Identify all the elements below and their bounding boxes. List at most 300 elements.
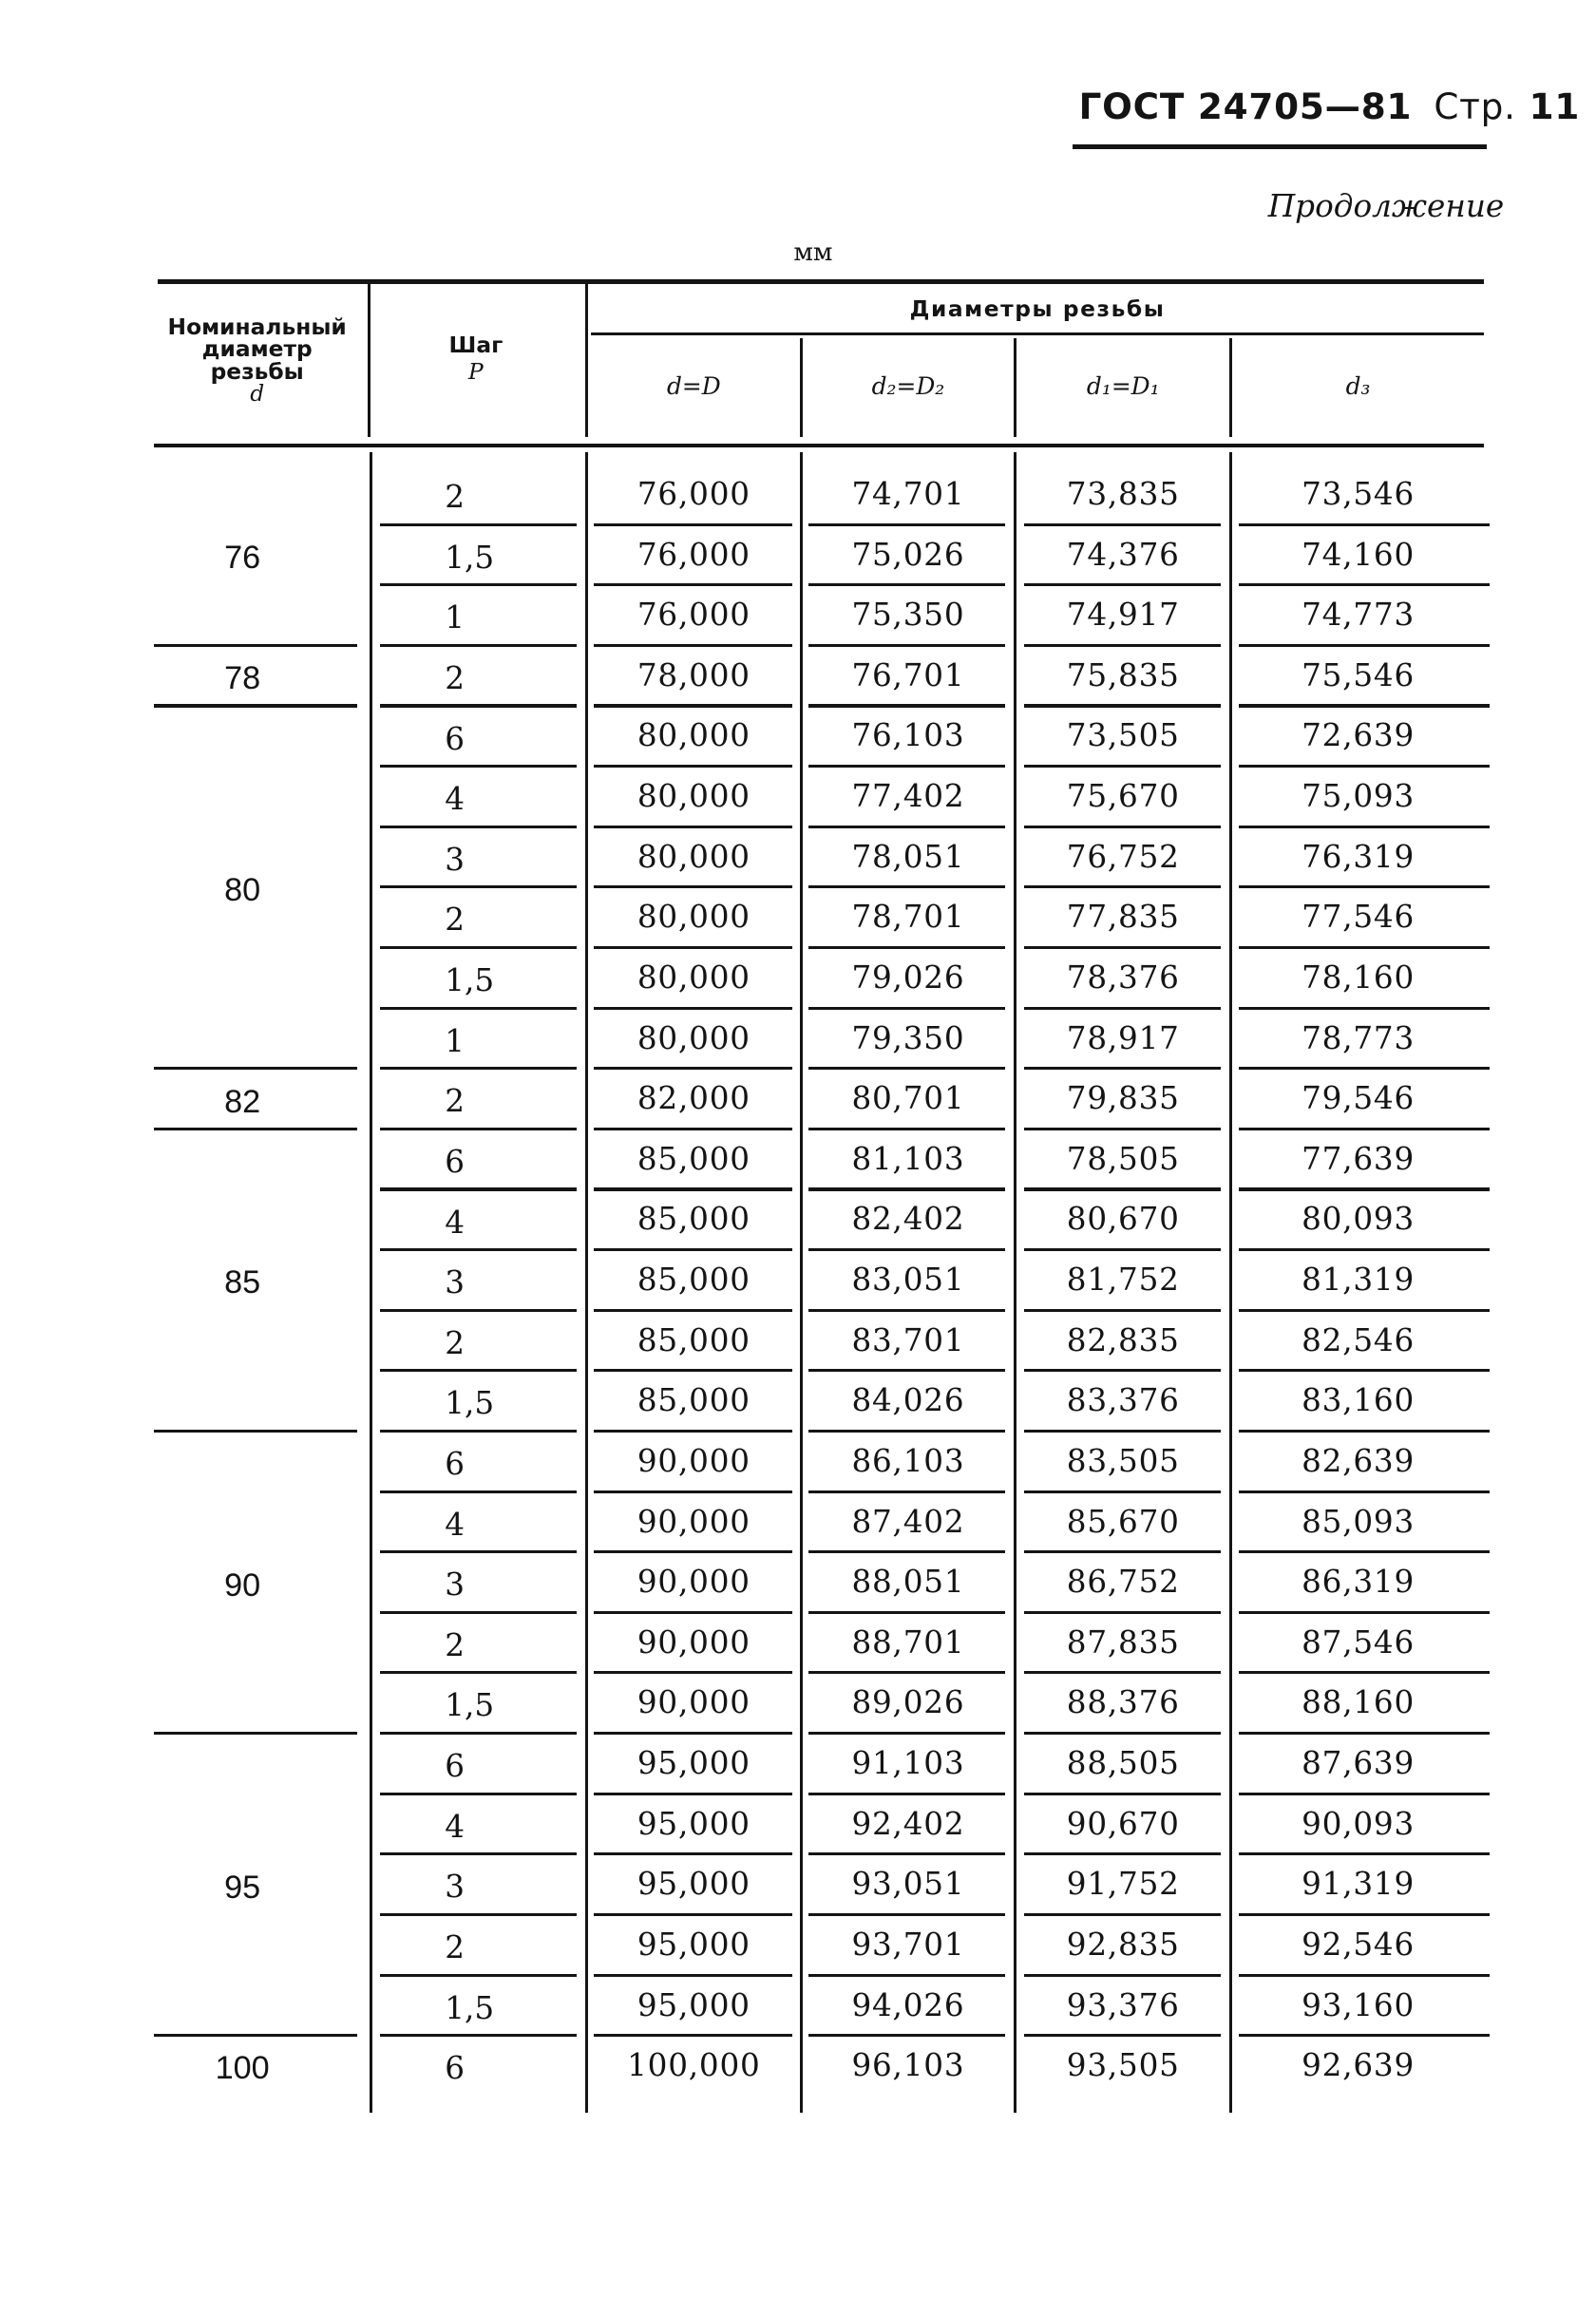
d1-value: 75,835 bbox=[1066, 656, 1180, 693]
row-separator bbox=[808, 1913, 1005, 1916]
row-separator bbox=[1239, 2034, 1490, 2037]
row-separator bbox=[1239, 1913, 1490, 1916]
d-value: 85,000 bbox=[636, 1201, 750, 1238]
d2-value: 79,026 bbox=[851, 959, 965, 996]
row-separator bbox=[380, 704, 577, 707]
row-separator bbox=[1239, 885, 1490, 888]
d-value: 80,000 bbox=[636, 1019, 750, 1056]
d3-value: 74,773 bbox=[1302, 597, 1416, 634]
d2-value: 91,103 bbox=[851, 1745, 965, 1781]
row-separator bbox=[380, 1007, 577, 1010]
d2-value: 96,103 bbox=[851, 2047, 965, 2084]
pitch-value: 3 bbox=[445, 1869, 466, 1906]
pitch-value: 3 bbox=[445, 1264, 466, 1301]
nominal-diameter-value: 78 bbox=[224, 660, 261, 697]
d2-value: 82,402 bbox=[851, 1201, 965, 1238]
row-separator bbox=[1239, 1067, 1490, 1070]
page-number: 11 bbox=[1529, 85, 1581, 128]
d3-value: 76,319 bbox=[1302, 838, 1416, 875]
d-value: 80,000 bbox=[636, 838, 750, 875]
d1-value: 91,752 bbox=[1066, 1866, 1180, 1903]
d1-value: 93,376 bbox=[1066, 1986, 1180, 2023]
row-separator bbox=[594, 1671, 791, 1674]
row-separator bbox=[380, 523, 577, 526]
pitch-value: 4 bbox=[445, 1204, 466, 1241]
header-bottom-rule bbox=[154, 444, 1484, 448]
d2-value: 86,103 bbox=[851, 1442, 965, 1479]
row-separator bbox=[594, 704, 791, 707]
header-divider-1 bbox=[368, 284, 370, 438]
nominal-diameter-value: 85 bbox=[224, 1264, 261, 1301]
row-separator bbox=[380, 1309, 577, 1312]
row-separator bbox=[594, 523, 791, 526]
row-separator bbox=[594, 1067, 791, 1070]
pitch-value: 2 bbox=[445, 1324, 466, 1361]
d2-value: 84,026 bbox=[851, 1382, 965, 1419]
row-separator bbox=[808, 1732, 1005, 1735]
row-separator bbox=[808, 644, 1005, 647]
pitch-header: Шаг P bbox=[448, 331, 504, 385]
d3-value: 75,093 bbox=[1302, 778, 1416, 815]
d1-value: 75,670 bbox=[1066, 778, 1180, 815]
page-label: Стр. bbox=[1434, 85, 1516, 128]
row-separator bbox=[808, 1248, 1005, 1251]
row-separator bbox=[594, 1128, 791, 1130]
d1-value: 78,917 bbox=[1066, 1019, 1180, 1056]
row-separator bbox=[1239, 1490, 1490, 1493]
pitch-value: 6 bbox=[445, 1748, 466, 1785]
d2-value: 88,051 bbox=[851, 1564, 965, 1601]
row-separator bbox=[380, 1913, 577, 1916]
d2-value: 81,103 bbox=[851, 1140, 965, 1177]
d-value: 90,000 bbox=[636, 1442, 750, 1479]
pitch-value: 2 bbox=[445, 659, 466, 696]
row-separator bbox=[1239, 1187, 1490, 1190]
header-divider-2 bbox=[585, 284, 588, 438]
row-separator bbox=[808, 1490, 1005, 1493]
d-value: 78,000 bbox=[636, 656, 750, 693]
row-separator bbox=[808, 1611, 1005, 1614]
row-separator bbox=[1239, 1611, 1490, 1614]
d3-value: 75,546 bbox=[1302, 656, 1416, 693]
row-separator bbox=[380, 826, 577, 828]
row-separator bbox=[1024, 1974, 1221, 1977]
row-separator bbox=[1024, 704, 1221, 707]
d-value: 82,000 bbox=[636, 1080, 750, 1117]
row-separator bbox=[594, 765, 791, 768]
row-separator bbox=[1239, 1128, 1490, 1130]
d1-value: 81,752 bbox=[1066, 1262, 1180, 1299]
d-value: 85,000 bbox=[636, 1382, 750, 1419]
d-value: 76,000 bbox=[636, 536, 750, 573]
d-value: 76,000 bbox=[636, 475, 750, 512]
row-separator bbox=[594, 1611, 791, 1614]
d2-value: 76,103 bbox=[851, 717, 965, 754]
row-separator bbox=[380, 583, 577, 586]
row-separator bbox=[1239, 1007, 1490, 1010]
d3-value: 77,546 bbox=[1302, 899, 1416, 936]
d2-value: 83,051 bbox=[851, 1262, 965, 1299]
row-separator bbox=[1024, 644, 1221, 647]
pitch-value: 4 bbox=[445, 781, 466, 818]
row-separator bbox=[1024, 1611, 1221, 1614]
row-separator bbox=[1024, 1128, 1221, 1130]
row-separator bbox=[1239, 946, 1490, 949]
d3-value: 83,160 bbox=[1302, 1382, 1416, 1419]
d-value: 85,000 bbox=[636, 1140, 750, 1177]
row-separator bbox=[594, 826, 791, 828]
d3-value: 79,546 bbox=[1302, 1080, 1416, 1117]
nominal-diameter-header: Номинальный диаметр резьбы d bbox=[167, 313, 347, 407]
row-separator bbox=[1239, 1671, 1490, 1674]
d2-value: 79,350 bbox=[851, 1019, 965, 1056]
d3-value: 80,093 bbox=[1302, 1201, 1416, 1238]
pitch-value: 3 bbox=[445, 1566, 466, 1604]
pitch-value: 3 bbox=[445, 841, 466, 878]
row-separator bbox=[380, 644, 577, 647]
d1-column-header: d₁=D₁ bbox=[1086, 372, 1160, 400]
row-separator bbox=[1239, 644, 1490, 647]
d1-value: 93,505 bbox=[1066, 2047, 1180, 2084]
row-separator bbox=[1239, 1732, 1490, 1735]
group-separator bbox=[154, 1732, 358, 1735]
d2-value: 74,701 bbox=[851, 475, 965, 512]
row-separator bbox=[1024, 1430, 1221, 1433]
d3-value: 73,546 bbox=[1302, 475, 1416, 512]
row-separator bbox=[1239, 523, 1490, 526]
d2-value: 92,402 bbox=[851, 1805, 965, 1842]
row-separator bbox=[1024, 2034, 1221, 2037]
row-separator bbox=[380, 1852, 577, 1855]
pitch-value: 4 bbox=[445, 1808, 466, 1845]
row-separator bbox=[1024, 1067, 1221, 1070]
d3-value: 92,546 bbox=[1302, 1926, 1416, 1963]
row-separator bbox=[1024, 1007, 1221, 1010]
d3-value: 88,160 bbox=[1302, 1684, 1416, 1721]
d3-value: 87,639 bbox=[1302, 1745, 1416, 1781]
row-separator bbox=[808, 1128, 1005, 1130]
row-separator bbox=[808, 1067, 1005, 1070]
row-separator bbox=[808, 583, 1005, 586]
pitch-value: 2 bbox=[445, 902, 466, 939]
row-separator bbox=[808, 1369, 1005, 1372]
row-separator bbox=[1239, 1430, 1490, 1433]
pitch-value: 6 bbox=[445, 1143, 466, 1180]
row-separator bbox=[594, 1732, 791, 1735]
row-separator bbox=[1024, 1793, 1221, 1795]
d-value: 95,000 bbox=[636, 1745, 750, 1781]
d2-value: 83,701 bbox=[851, 1321, 965, 1358]
row-separator bbox=[594, 644, 791, 647]
d2-value: 88,701 bbox=[851, 1623, 965, 1661]
row-separator bbox=[380, 765, 577, 768]
row-separator bbox=[1239, 1793, 1490, 1795]
row-separator bbox=[1239, 1369, 1490, 1372]
d2-value: 94,026 bbox=[851, 1986, 965, 2023]
row-separator bbox=[594, 946, 791, 949]
row-separator bbox=[380, 1550, 577, 1553]
d2-value: 75,026 bbox=[851, 536, 965, 573]
pitch-value: 1,5 bbox=[445, 1385, 495, 1422]
d3-value: 77,639 bbox=[1302, 1140, 1416, 1177]
pitch-value: 4 bbox=[445, 1506, 466, 1543]
d2-value: 77,402 bbox=[851, 778, 965, 815]
d-value: 80,000 bbox=[636, 778, 750, 815]
row-separator bbox=[380, 1067, 577, 1070]
d3-column-header: d₃ bbox=[1345, 372, 1371, 400]
d1-value: 73,505 bbox=[1066, 717, 1180, 754]
nominal-diameter-value: 82 bbox=[224, 1083, 261, 1120]
row-separator bbox=[380, 1187, 577, 1190]
pitch-value: 2 bbox=[445, 1083, 466, 1120]
row-separator bbox=[380, 1671, 577, 1674]
row-separator bbox=[808, 1852, 1005, 1855]
pitch-value: 1,5 bbox=[445, 539, 495, 576]
d-value: 80,000 bbox=[636, 899, 750, 936]
d1-value: 77,835 bbox=[1066, 899, 1180, 936]
d1-value: 86,752 bbox=[1066, 1564, 1180, 1601]
d1-value: 83,505 bbox=[1066, 1442, 1180, 1479]
row-separator bbox=[808, 1430, 1005, 1433]
d3-value: 82,639 bbox=[1302, 1442, 1416, 1479]
d3-value: 82,546 bbox=[1302, 1321, 1416, 1358]
d1-value: 88,505 bbox=[1066, 1745, 1180, 1781]
d3-value: 74,160 bbox=[1302, 536, 1416, 573]
header-rule bbox=[1073, 144, 1487, 149]
row-separator bbox=[1024, 583, 1221, 586]
row-separator bbox=[380, 1974, 577, 1977]
d1-value: 76,752 bbox=[1066, 838, 1180, 875]
pitch-value: 2 bbox=[445, 479, 466, 515]
row-separator bbox=[594, 1974, 791, 1977]
d3-value: 81,319 bbox=[1302, 1262, 1416, 1299]
d-value: 90,000 bbox=[636, 1503, 750, 1540]
d-value: 85,000 bbox=[636, 1321, 750, 1358]
d2-value: 89,026 bbox=[851, 1684, 965, 1721]
row-separator bbox=[380, 1793, 577, 1795]
d2-value: 78,701 bbox=[851, 899, 965, 936]
row-separator bbox=[1239, 1974, 1490, 1977]
row-separator bbox=[1239, 1852, 1490, 1855]
row-separator bbox=[1024, 523, 1221, 526]
d-value: 100,000 bbox=[627, 2047, 761, 2084]
d-value: 85,000 bbox=[636, 1262, 750, 1299]
row-separator bbox=[808, 1187, 1005, 1190]
row-separator bbox=[808, 1671, 1005, 1674]
row-separator bbox=[1239, 704, 1490, 707]
row-separator bbox=[1024, 826, 1221, 828]
nominal-diameter-value: 90 bbox=[224, 1566, 261, 1604]
units-label: мм bbox=[793, 237, 833, 268]
row-separator bbox=[808, 704, 1005, 707]
row-separator bbox=[594, 1309, 791, 1312]
d2-value: 87,402 bbox=[851, 1503, 965, 1540]
pitch-value: 6 bbox=[445, 1445, 466, 1482]
row-separator bbox=[380, 2034, 577, 2037]
row-separator bbox=[594, 1490, 791, 1493]
pitch-value: 1 bbox=[445, 1022, 466, 1059]
row-separator bbox=[594, 1852, 791, 1855]
d3-value: 85,093 bbox=[1302, 1503, 1416, 1540]
d-value: 95,000 bbox=[636, 1986, 750, 2023]
d1-value: 88,376 bbox=[1066, 1684, 1180, 1721]
row-separator bbox=[380, 1128, 577, 1130]
d1-value: 87,835 bbox=[1066, 1623, 1180, 1661]
row-separator bbox=[808, 826, 1005, 828]
d1-value: 73,835 bbox=[1066, 475, 1180, 512]
pitch-value: 1,5 bbox=[445, 1989, 495, 2026]
row-separator bbox=[1024, 1671, 1221, 1674]
row-separator bbox=[594, 1550, 791, 1553]
d1-value: 74,376 bbox=[1066, 536, 1180, 573]
group-separator bbox=[154, 644, 358, 647]
row-separator bbox=[1239, 583, 1490, 586]
d-value: 76,000 bbox=[636, 597, 750, 634]
row-separator bbox=[594, 1913, 791, 1916]
d3-value: 78,773 bbox=[1302, 1019, 1416, 1056]
d3-value: 72,639 bbox=[1302, 717, 1416, 754]
d3-value: 93,160 bbox=[1302, 1986, 1416, 2023]
row-separator bbox=[1024, 1490, 1221, 1493]
d1-value: 85,670 bbox=[1066, 1503, 1180, 1540]
d3-value: 92,639 bbox=[1302, 2047, 1416, 2084]
d1-value: 74,917 bbox=[1066, 597, 1180, 634]
row-separator bbox=[1239, 1248, 1490, 1251]
d3-value: 91,319 bbox=[1302, 1866, 1416, 1903]
d1-value: 78,376 bbox=[1066, 959, 1180, 996]
row-separator bbox=[594, 885, 791, 888]
row-separator bbox=[1024, 885, 1221, 888]
row-separator bbox=[1024, 1732, 1221, 1735]
row-separator bbox=[380, 1732, 577, 1735]
d2-value: 78,051 bbox=[851, 838, 965, 875]
d3-value: 90,093 bbox=[1302, 1805, 1416, 1842]
row-separator bbox=[808, 1007, 1005, 1010]
d-value: 95,000 bbox=[636, 1926, 750, 1963]
d-value: 90,000 bbox=[636, 1564, 750, 1601]
row-separator bbox=[1239, 1550, 1490, 1553]
row-separator bbox=[594, 1793, 791, 1795]
row-separator bbox=[1024, 1187, 1221, 1190]
d-column-header: d=D bbox=[666, 372, 721, 400]
row-separator bbox=[808, 1974, 1005, 1977]
d1-value: 92,835 bbox=[1066, 1926, 1180, 1963]
d2-value: 93,051 bbox=[851, 1866, 965, 1903]
d-value: 80,000 bbox=[636, 717, 750, 754]
d2-value: 80,701 bbox=[851, 1080, 965, 1117]
continuation-label: Продолжение bbox=[1267, 187, 1505, 224]
pitch-value: 1 bbox=[445, 599, 466, 636]
row-separator bbox=[380, 1248, 577, 1251]
nominal-diameter-value: 95 bbox=[224, 1869, 261, 1906]
nominal-diameter-value: 76 bbox=[224, 539, 261, 576]
row-separator bbox=[380, 1490, 577, 1493]
row-separator bbox=[808, 946, 1005, 949]
row-separator bbox=[380, 1430, 577, 1433]
d-value: 95,000 bbox=[636, 1805, 750, 1842]
d-value: 80,000 bbox=[636, 959, 750, 996]
d-value: 90,000 bbox=[636, 1623, 750, 1661]
row-separator bbox=[1239, 1309, 1490, 1312]
d2-column-header: d₂=D₂ bbox=[871, 372, 945, 400]
row-separator bbox=[808, 1793, 1005, 1795]
row-separator bbox=[1024, 946, 1221, 949]
row-separator bbox=[1024, 765, 1221, 768]
row-separator bbox=[808, 765, 1005, 768]
d-value: 90,000 bbox=[636, 1684, 750, 1721]
diameters-group-rule bbox=[591, 332, 1484, 335]
d3-value: 87,546 bbox=[1302, 1623, 1416, 1661]
d2-value: 75,350 bbox=[851, 597, 965, 634]
pitch-value: 1,5 bbox=[445, 1687, 495, 1724]
row-separator bbox=[594, 1369, 791, 1372]
row-separator bbox=[380, 946, 577, 949]
row-separator bbox=[380, 885, 577, 888]
row-separator bbox=[808, 1309, 1005, 1312]
d3-value: 86,319 bbox=[1302, 1564, 1416, 1601]
row-separator bbox=[1024, 1550, 1221, 1553]
row-separator bbox=[808, 523, 1005, 526]
group-separator bbox=[154, 1128, 358, 1130]
row-separator bbox=[594, 1187, 791, 1190]
d3-value: 78,160 bbox=[1302, 959, 1416, 996]
group-separator bbox=[154, 1067, 358, 1070]
d1-value: 83,376 bbox=[1066, 1382, 1180, 1419]
row-separator bbox=[594, 1007, 791, 1010]
d1-value: 78,505 bbox=[1066, 1140, 1180, 1177]
group-separator bbox=[154, 2034, 358, 2037]
row-separator bbox=[808, 885, 1005, 888]
pitch-value: 1,5 bbox=[445, 962, 495, 998]
row-separator bbox=[594, 1248, 791, 1251]
group-separator bbox=[154, 1430, 358, 1433]
d2-value: 76,701 bbox=[851, 656, 965, 693]
diameters-group-header: Диаметры резьбы bbox=[909, 295, 1166, 323]
row-separator bbox=[1024, 1248, 1221, 1251]
row-separator bbox=[808, 1550, 1005, 1553]
group-separator bbox=[154, 704, 358, 707]
row-separator bbox=[594, 583, 791, 586]
standard-number: ГОСТ 24705—81 bbox=[1078, 85, 1413, 128]
body-divider-1 bbox=[370, 452, 372, 2113]
d1-value: 79,835 bbox=[1066, 1080, 1180, 1117]
pitch-value: 2 bbox=[445, 1928, 466, 1965]
pitch-value: 6 bbox=[445, 2050, 466, 2087]
nominal-diameter-value: 80 bbox=[224, 871, 261, 908]
row-separator bbox=[1024, 1309, 1221, 1312]
pitch-value: 6 bbox=[445, 720, 466, 757]
row-separator bbox=[380, 1611, 577, 1614]
row-separator bbox=[594, 1430, 791, 1433]
d1-value: 90,670 bbox=[1066, 1805, 1180, 1842]
row-separator bbox=[1024, 1913, 1221, 1916]
row-separator bbox=[380, 1369, 577, 1372]
d1-value: 80,670 bbox=[1066, 1201, 1180, 1238]
nominal-diameter-value: 100 bbox=[215, 2050, 270, 2087]
d-value: 95,000 bbox=[636, 1866, 750, 1903]
row-separator bbox=[1024, 1369, 1221, 1372]
row-separator bbox=[808, 2034, 1005, 2037]
row-separator bbox=[1239, 765, 1490, 768]
row-separator bbox=[594, 2034, 791, 2037]
d1-value: 82,835 bbox=[1066, 1321, 1180, 1358]
pitch-value: 2 bbox=[445, 1626, 466, 1663]
page-header bbox=[1078, 85, 1581, 144]
row-separator bbox=[1024, 1852, 1221, 1855]
d2-value: 93,701 bbox=[851, 1926, 965, 1963]
table-top-rule bbox=[158, 279, 1483, 284]
row-separator bbox=[1239, 826, 1490, 828]
